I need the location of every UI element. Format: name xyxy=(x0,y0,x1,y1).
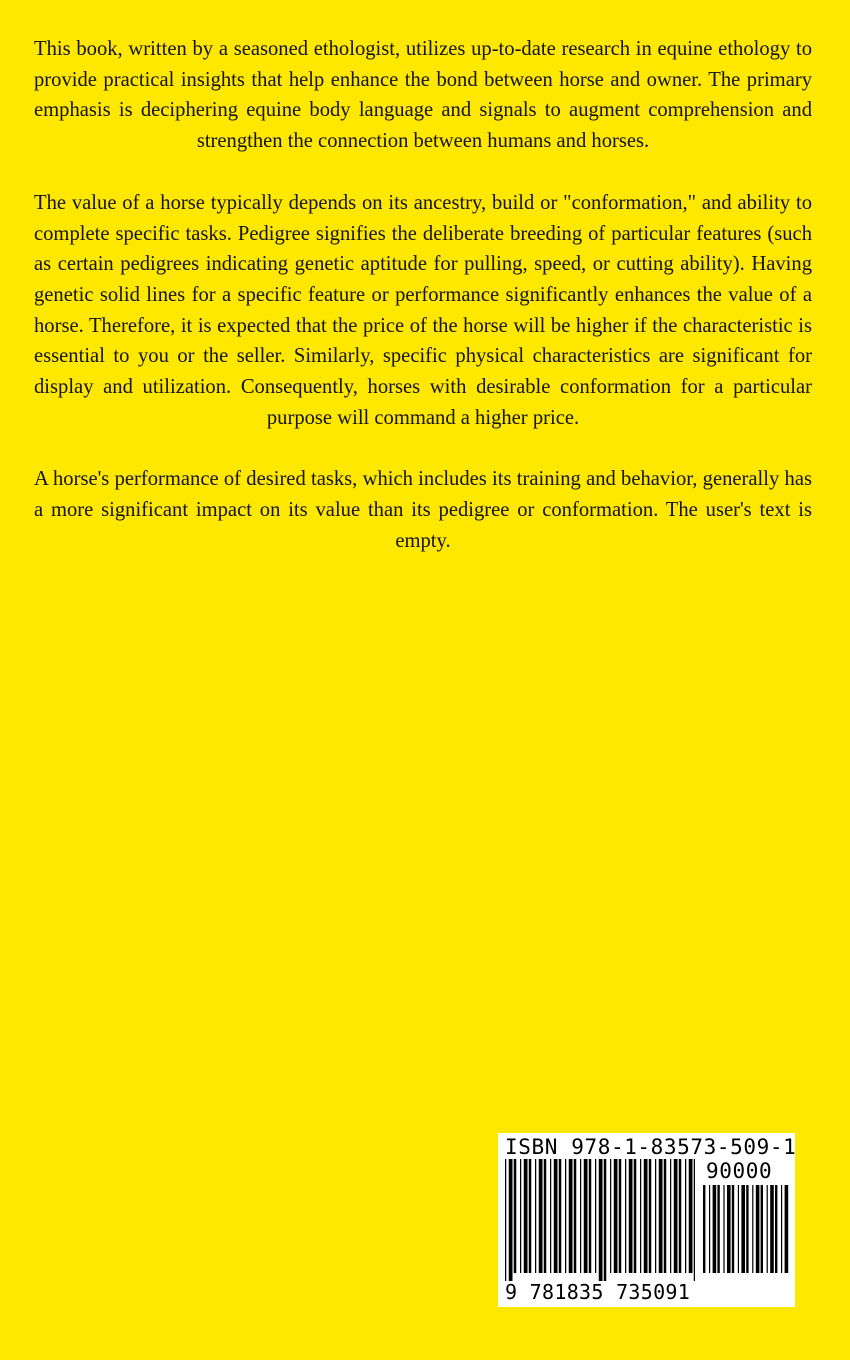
barcode-bar xyxy=(520,1159,521,1273)
isbn-label: ISBN 978-1-83573-509-1 xyxy=(505,1135,797,1159)
barcode-bar xyxy=(746,1185,748,1273)
barcode-bar xyxy=(604,1159,607,1281)
barcode-bar xyxy=(559,1159,562,1273)
barcode-bar xyxy=(781,1185,782,1273)
barcode-bar xyxy=(738,1185,739,1273)
isbn-barcode-block xyxy=(498,1133,795,1307)
barcode-bar xyxy=(574,1159,577,1273)
barcode-bar xyxy=(509,1159,513,1281)
barcode-bar xyxy=(649,1159,652,1273)
barcode-bar xyxy=(703,1185,705,1273)
barcode-bar xyxy=(514,1159,517,1273)
barcode-bar xyxy=(785,1185,789,1273)
ean13-barcode-bars xyxy=(505,1159,695,1281)
barcode-bar xyxy=(664,1159,667,1273)
addon-barcode-bars xyxy=(703,1185,789,1281)
barcode-bar xyxy=(565,1159,566,1273)
barcode-bar xyxy=(723,1185,724,1273)
barcode-bar xyxy=(614,1159,618,1273)
barcode-bar xyxy=(619,1159,622,1273)
barcode-bar xyxy=(752,1185,753,1273)
blurb-paragraph-3: A horse's performance of desired tasks, which includes its training and behavior, generally has a more significant impact on its value than its pedigree or conformation. The user's text is empty. xyxy=(34,468,812,552)
blurb-paragraph-1: This book, written by a seasoned ethologist, utilizes up-to-date research in equine ethology to provide practical insights that help enhance the bond between horse and owner. The primary emphasis is deciphering equine body language and signals to augment comprehension and strengthen the connection between humans and horses. xyxy=(34,38,812,153)
barcode-bar xyxy=(539,1159,543,1273)
barcode-bar xyxy=(756,1185,760,1273)
barcode-bar xyxy=(741,1185,745,1273)
barcode-bar xyxy=(554,1159,558,1273)
barcode-bar xyxy=(732,1185,734,1273)
barcode-bar xyxy=(713,1185,717,1273)
barcode-bar xyxy=(625,1159,626,1273)
barcode-bar xyxy=(529,1159,532,1273)
price-addon-code: 90000 xyxy=(706,1159,773,1183)
barcode-bar xyxy=(610,1159,611,1273)
barcode-bar xyxy=(580,1159,581,1273)
barcode-bar xyxy=(640,1159,641,1273)
barcode-bar xyxy=(599,1159,603,1281)
barcode-bar xyxy=(550,1159,551,1273)
barcode-bar xyxy=(584,1159,588,1273)
ean-digits: 9 781835 735091 xyxy=(505,1280,691,1304)
barcode-bar xyxy=(727,1185,731,1273)
barcode-bar xyxy=(717,1185,719,1273)
barcode-bar xyxy=(694,1159,695,1281)
barcode-bar xyxy=(524,1159,528,1273)
barcode-bar xyxy=(589,1159,592,1273)
barcode-bar xyxy=(685,1159,686,1273)
blurb-paragraph-2: The value of a horse typically depends on its ancestry, build or "conformation," and ability to complete specific tasks. Pedigree signifies the deliberate breeding of particular features (such as certain pedigrees indicating genetic aptitude for pulling, speed, or cutting ability). Having genetic solid lines for a specific feature or performance significantly enhances the value of a horse. Therefore, it is expected that the price of the horse will be higher if the characteristic is essential to you or the seller. Similarly, specific physical characteristics are significant for display and utilization. Consequently, horses with desirable conformation for a particular purpose will command a higher price. xyxy=(34,191,812,429)
barcode-bar xyxy=(644,1159,648,1273)
barcode-bar xyxy=(770,1185,774,1273)
barcode-bar xyxy=(634,1159,637,1273)
barcode-bar xyxy=(761,1185,763,1273)
barcode-bar xyxy=(689,1159,693,1273)
barcode-bar xyxy=(775,1185,777,1273)
barcode-bar xyxy=(679,1159,682,1273)
barcode-bar xyxy=(670,1159,671,1273)
barcode-bar xyxy=(659,1159,663,1273)
back-cover-blurb xyxy=(34,34,812,588)
barcode-bar xyxy=(674,1159,678,1273)
barcode-bar xyxy=(709,1185,710,1273)
barcode-bar xyxy=(767,1185,768,1273)
barcode-bar xyxy=(655,1159,656,1273)
barcode-bar xyxy=(569,1159,573,1273)
barcode-bar xyxy=(595,1159,596,1273)
barcode-bar xyxy=(629,1159,633,1273)
barcode-bar xyxy=(544,1159,547,1273)
barcode-bar xyxy=(505,1159,506,1281)
barcode-bar xyxy=(535,1159,536,1273)
